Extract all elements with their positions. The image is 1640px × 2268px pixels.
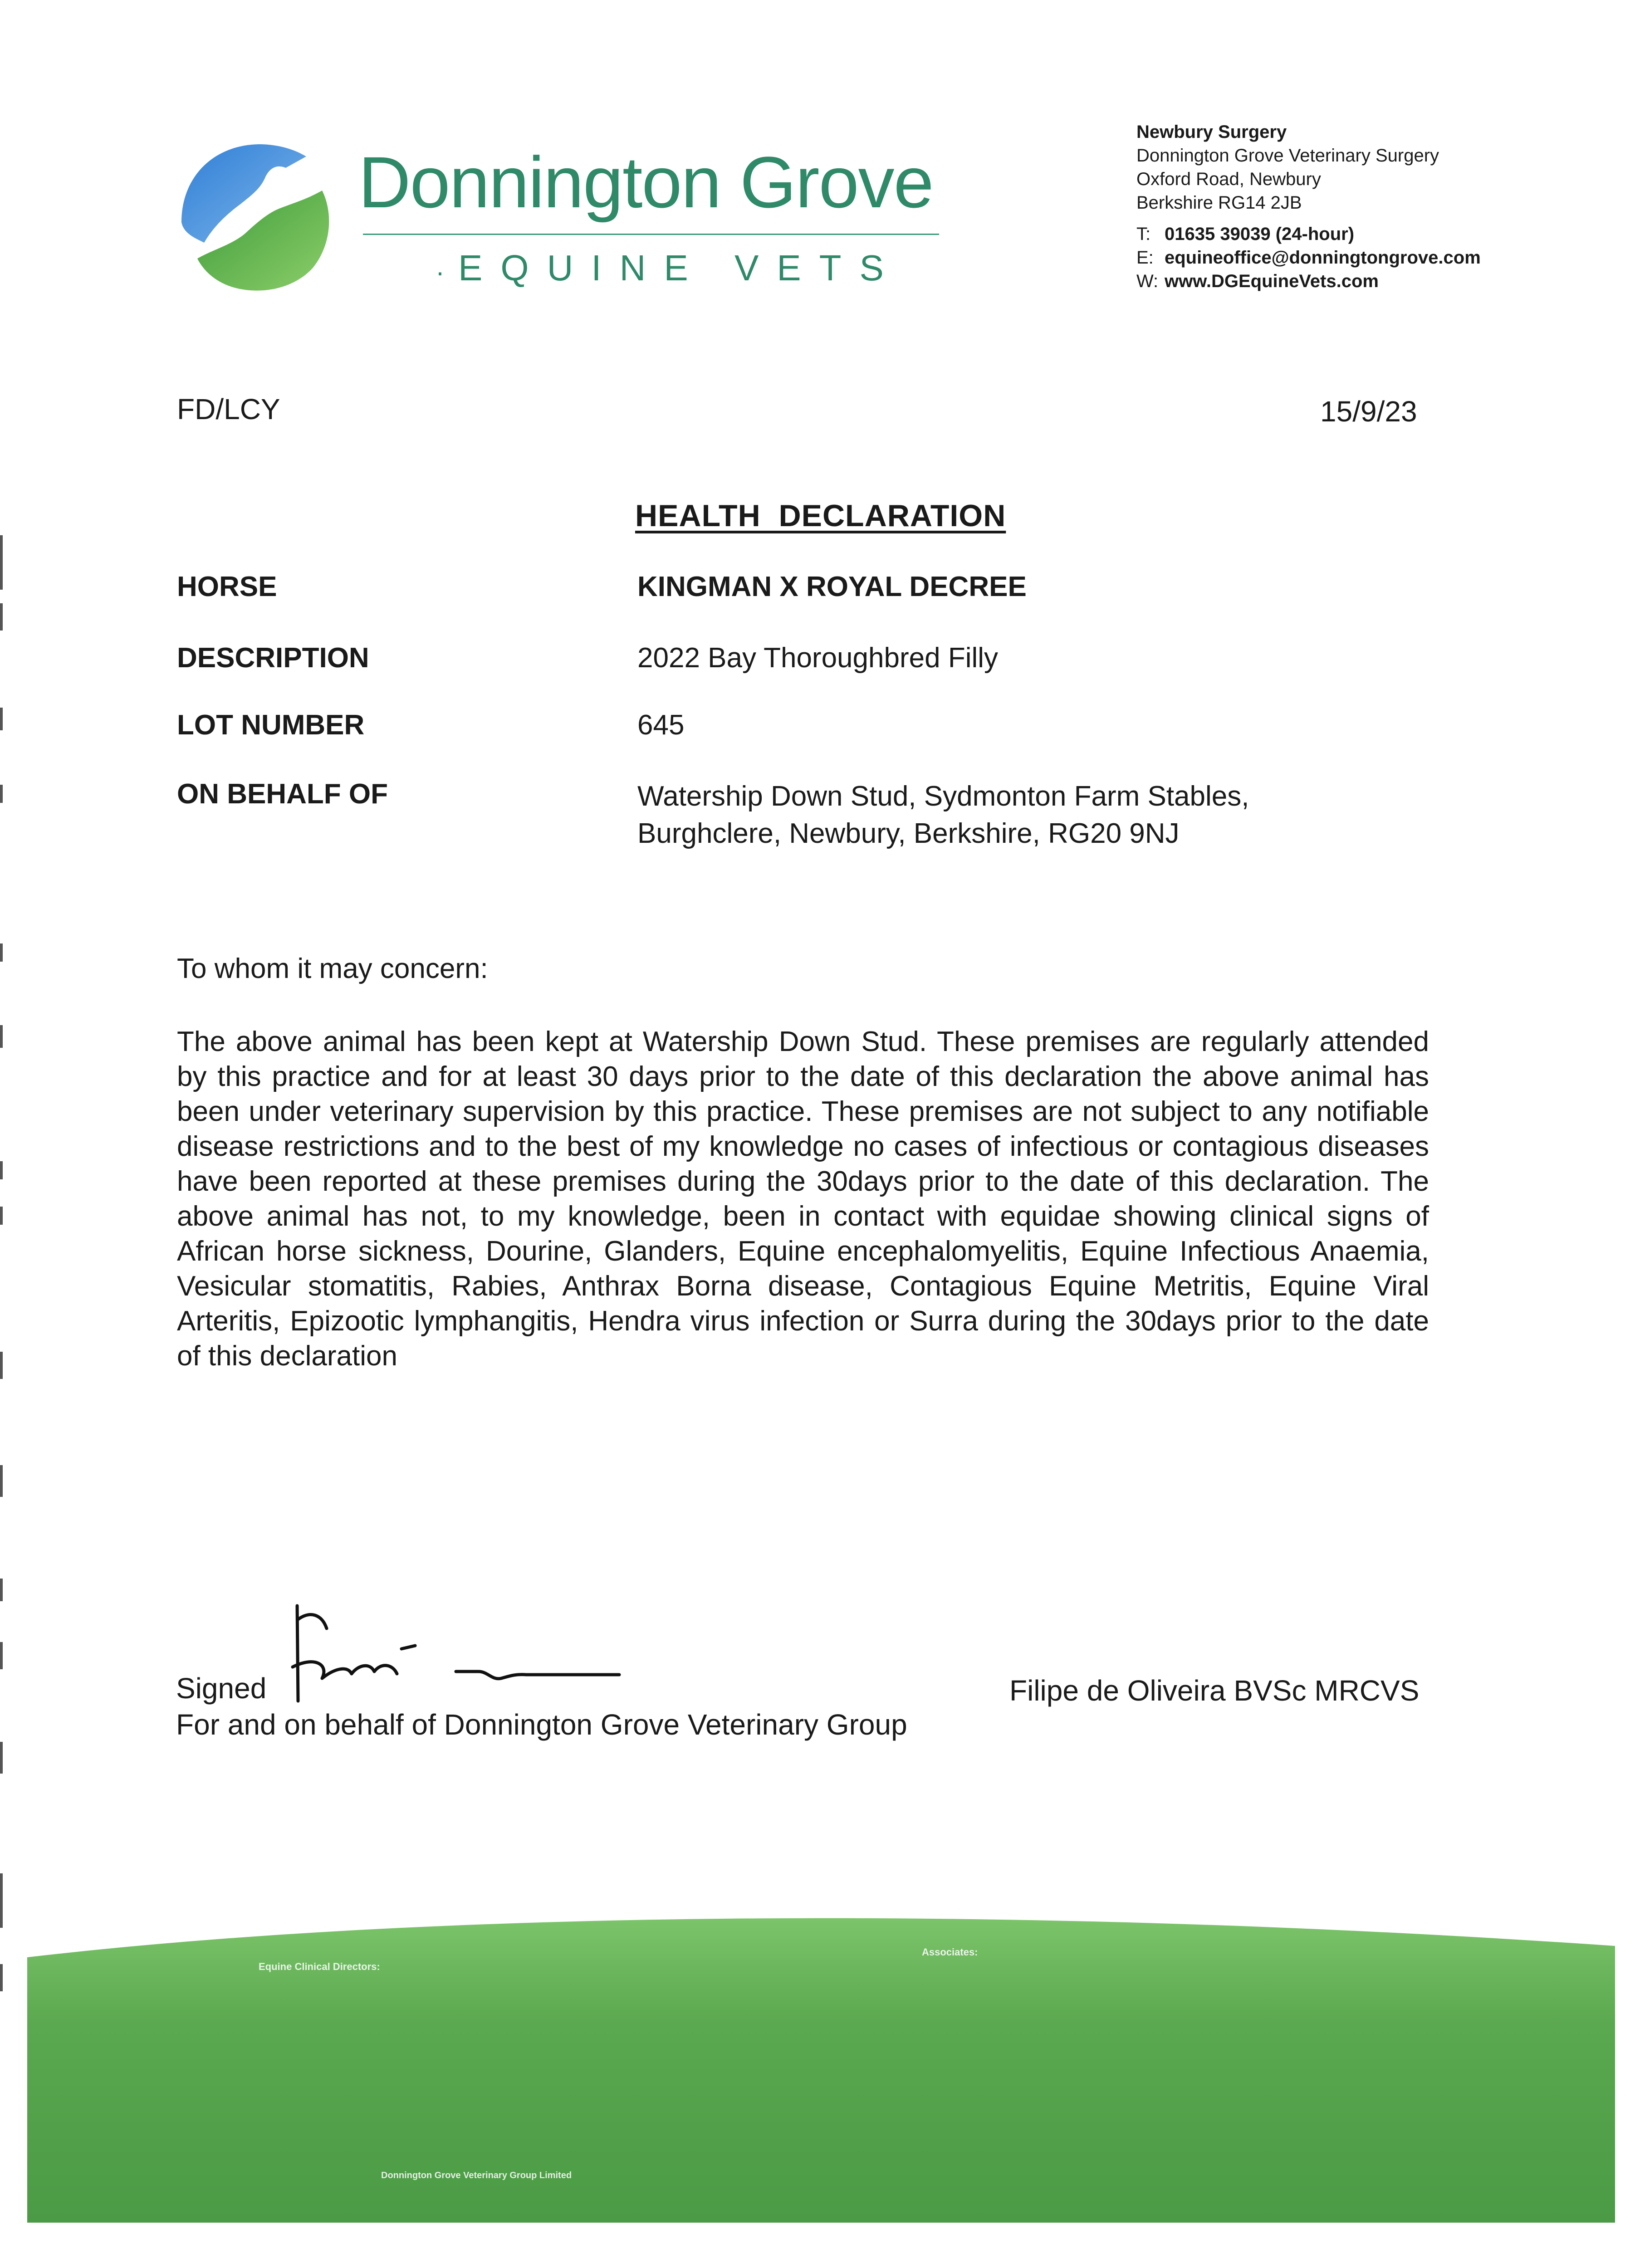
signature-behalf-line: For and on behalf of Donnington Grove Veterinary Group	[176, 1708, 907, 1741]
on-behalf-of-label: ON BEHALF OF	[177, 778, 388, 810]
handwritten-signature-icon	[261, 1588, 624, 1715]
salutation: To whom it may concern:	[177, 953, 488, 984]
surgery-address-block	[1136, 120, 1439, 215]
brand-name: Donnington Grove	[358, 142, 933, 223]
footer-directors	[259, 1960, 380, 1973]
contact-label: T:	[1136, 224, 1151, 244]
footer-company-name: Donnington Grove Veterinary Group Limited	[381, 2170, 572, 2180]
signed-label: Signed	[176, 1672, 267, 1705]
website-url: www.DGEquineVets.com	[1165, 271, 1379, 291]
scan-edge-mark	[0, 785, 3, 803]
scan-edge-mark	[0, 1025, 3, 1048]
scan-edge-mark	[0, 708, 3, 730]
lot-number-label: LOT NUMBER	[177, 709, 365, 741]
declaration-body: The above animal has been kept at Watership Down Stud. These premises are regularly attended by this practice and for at least 30 days prior to the date of this declaration the above animal has been under veterinary supervision by this practice. These premises are not subject to any notifiable disease restrictions and to the best of my knowledge no cases of infectious or contagious diseases have been reported at these premises during the 30days prior to the date of this declaration. The above animal has not, to my knowledge, been in contact with equidae showing clinical signs of African horse sickness, Dourine, Glanders, Equine encephalomyelitis, Equine Infectious Anaemia, Vesicular stomatitis, Rabies, Anthrax Borna disease, Contagious Equine Metritis, Equine Viral Arteritis, Epizootic lymphangitis, Hendra virus infection or Surra during the 30days prior to the date of this declaration	[177, 1026, 1429, 1372]
footer-banner	[27, 1896, 1615, 2223]
brand-dot: ·	[436, 257, 445, 287]
contact-label: W:	[1136, 271, 1159, 291]
scan-edge-mark	[0, 1161, 3, 1179]
surgery-address-line: Donnington Grove Veterinary Surgery	[1136, 146, 1439, 166]
scan-edge-mark	[0, 1964, 3, 1991]
contact-email	[1136, 246, 1481, 269]
surgery-name: Newbury Surgery	[1136, 122, 1287, 142]
description-value: 2022 Bay Thoroughbred Filly	[637, 642, 999, 674]
surgery-address-line: Berkshire RG14 2JB	[1136, 193, 1302, 213]
email-address: equineoffice@donningtongrove.com	[1165, 248, 1481, 268]
scan-edge-mark	[0, 943, 3, 962]
contact-block	[1136, 222, 1481, 293]
footer-company-line	[381, 2169, 572, 2182]
on-behalf-of-line: Watership Down Stud, Sydmonton Farm Stables,	[637, 781, 1249, 812]
phone-number: 01635 39039 (24-hour)	[1165, 224, 1355, 244]
scan-edge-mark	[0, 1642, 3, 1669]
scan-edge-mark	[0, 1465, 3, 1497]
footer-directors-heading: Equine Clinical Directors:	[259, 1961, 380, 1972]
scan-edge-mark	[0, 603, 3, 631]
horse-label: HORSE	[177, 571, 277, 602]
lot-number-value: 645	[637, 709, 685, 741]
scan-edge-mark	[0, 1579, 3, 1601]
scan-edge-mark	[0, 1207, 3, 1225]
horse-head-logo-icon	[177, 136, 340, 299]
document-title-text: HEALTH DECLARATION	[635, 499, 1006, 533]
contact-phone	[1136, 222, 1481, 246]
contact-label: E:	[1136, 248, 1154, 268]
document-date: 15/9/23	[1320, 395, 1417, 428]
footer-associates	[922, 1946, 978, 1959]
document-title	[635, 498, 1006, 533]
scan-edge-mark	[0, 1873, 3, 1928]
surgery-address-line: Oxford Road, Newbury	[1136, 169, 1321, 189]
brand-divider	[363, 234, 939, 235]
on-behalf-of-line: Burghclere, Newbury, Berkshire, RG20 9NJ	[637, 818, 1180, 849]
scan-edge-mark	[0, 1742, 3, 1774]
scan-edge-mark	[0, 535, 3, 590]
description-label: DESCRIPTION	[177, 642, 369, 674]
horse-value: KINGMAN X ROYAL DECREE	[637, 571, 1027, 602]
contact-website	[1136, 269, 1481, 293]
scan-edge-mark	[0, 1352, 3, 1379]
reference-code: FD/LCY	[177, 393, 280, 425]
vet-name: Filipe de Oliveira BVSc MRCVS	[1009, 1674, 1420, 1707]
brand-subtitle: EQUINE VETS	[458, 248, 902, 288]
on-behalf-of-value	[637, 778, 1545, 852]
footer-associates-heading: Associates:	[922, 1946, 978, 1958]
